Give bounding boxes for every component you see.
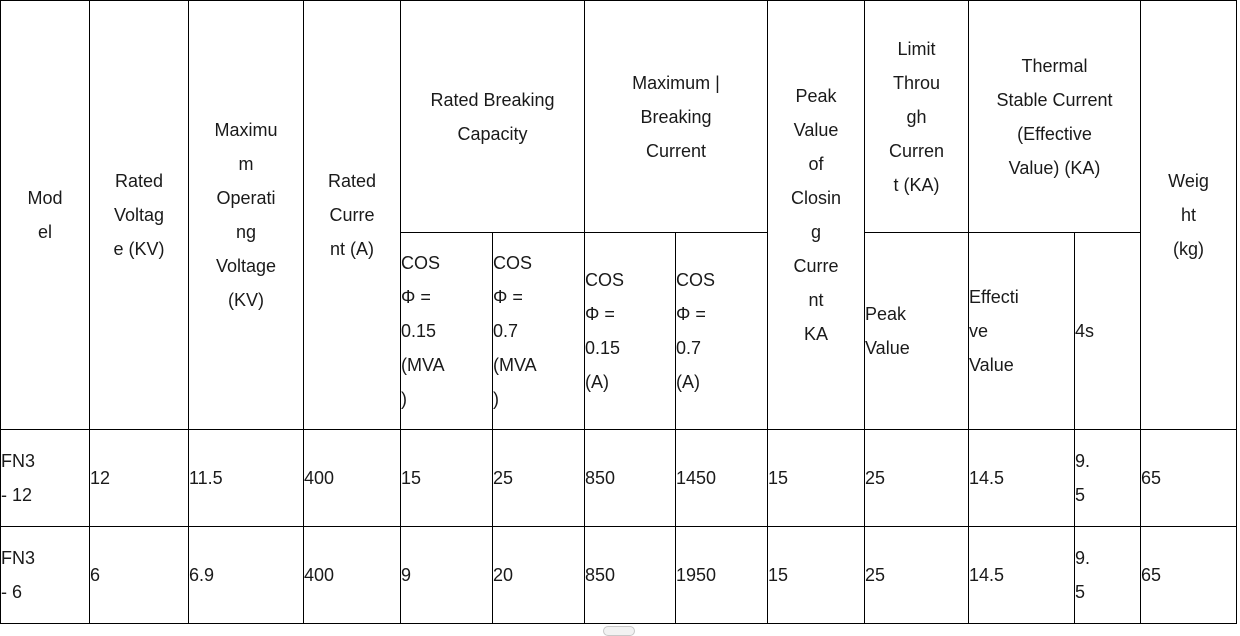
header-peak-closing-current: Peak Value of Closin g Curre nt KA <box>768 1 865 430</box>
cell-tsc-effective: 14.5 <box>969 527 1075 624</box>
header-rated-breaking-capacity: Rated Breaking Capacity <box>401 1 585 233</box>
subheader-ltc-peak: Peak Value <box>865 233 969 430</box>
cell-tsc-effective: 14.5 <box>969 430 1075 527</box>
cell-rated-voltage: 12 <box>90 430 189 527</box>
header-max-operating-voltage: Maximu m Operati ng Voltage (KV) <box>189 1 304 430</box>
header-max-breaking-current: Maximum | Breaking Current <box>585 1 768 233</box>
cell-rbc-cos07: 25 <box>493 430 585 527</box>
cell-weight: 65 <box>1141 430 1237 527</box>
subheader-mbc-cos015: COS Φ = 0.15 (A) <box>585 233 676 430</box>
subheader-rbc-cos015: COS Φ = 0.15 (MVA ) <box>401 233 493 430</box>
cell-rated-current: 400 <box>304 527 401 624</box>
cell-rated-current: 400 <box>304 430 401 527</box>
table-row <box>1 430 1237 527</box>
cell-tsc-4s: 9. 5 <box>1075 430 1141 527</box>
subheader-tsc-4s: 4s <box>1075 233 1141 430</box>
cell-peak-closing-current: 15 <box>768 430 865 527</box>
cell-model: FN3 - 12 <box>1 430 90 527</box>
header-row-top <box>1 1 1237 233</box>
cell-ltc-peak: 25 <box>865 430 969 527</box>
header-limit-through-current: Limit Throu gh Curren t (KA) <box>865 1 969 233</box>
cell-rbc-cos07: 20 <box>493 527 585 624</box>
header-model: Mod el <box>1 1 90 430</box>
cell-mbc-cos015: 850 <box>585 527 676 624</box>
table-row <box>1 527 1237 624</box>
cell-mbc-cos07: 1450 <box>676 430 768 527</box>
table-resize-handle[interactable] <box>603 626 635 636</box>
cell-weight: 65 <box>1141 527 1237 624</box>
cell-peak-closing-current: 15 <box>768 527 865 624</box>
header-thermal-stable-current: Thermal Stable Current (Effective Value) (KA) <box>969 1 1141 233</box>
subheader-mbc-cos07: COS Φ = 0.7 (A) <box>676 233 768 430</box>
cell-mbc-cos015: 850 <box>585 430 676 527</box>
subheader-tsc-effective: Effecti ve Value <box>969 233 1075 430</box>
cell-rbc-cos015: 15 <box>401 430 493 527</box>
cell-max-operating-voltage: 6.9 <box>189 527 304 624</box>
cell-rated-voltage: 6 <box>90 527 189 624</box>
header-weight: Weig ht (kg) <box>1141 1 1237 430</box>
cell-rbc-cos015: 9 <box>401 527 493 624</box>
cell-max-operating-voltage: 11.5 <box>189 430 304 527</box>
cell-ltc-peak: 25 <box>865 527 969 624</box>
cell-mbc-cos07: 1950 <box>676 527 768 624</box>
cell-tsc-4s: 9. 5 <box>1075 527 1141 624</box>
cell-model: FN3 - 6 <box>1 527 90 624</box>
subheader-rbc-cos07: COS Φ = 0.7 (MVA ) <box>493 233 585 430</box>
header-rated-voltage: Rated Voltag e (KV) <box>90 1 189 430</box>
header-rated-current: Rated Curre nt (A) <box>304 1 401 430</box>
